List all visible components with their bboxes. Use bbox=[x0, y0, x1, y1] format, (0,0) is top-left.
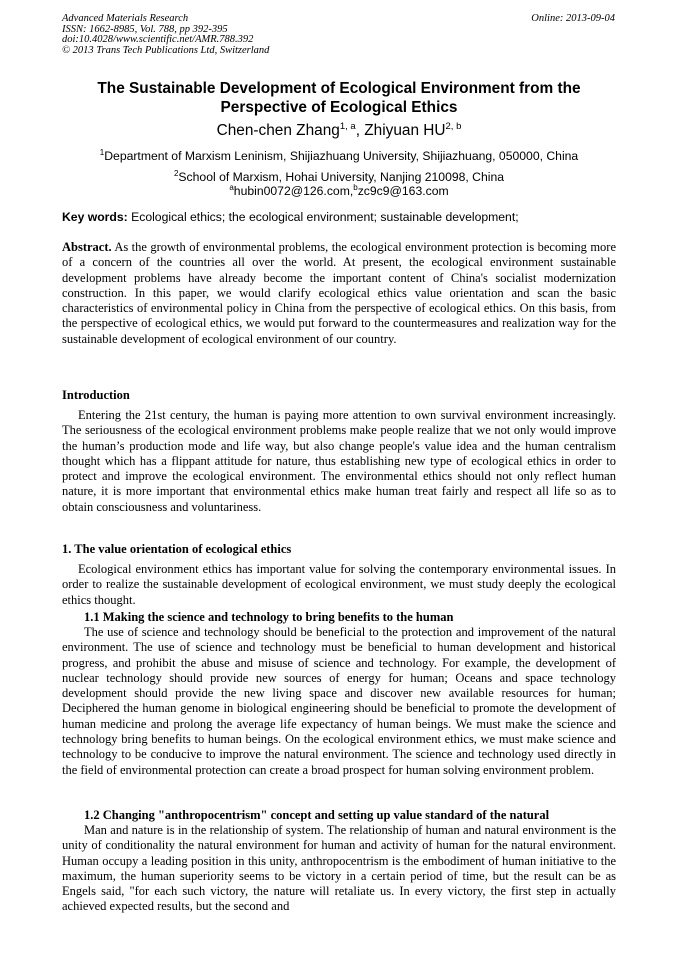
section-heading-1: 1. The value orientation of ecological ethics bbox=[62, 542, 292, 556]
online-date: Online: 2013-09-04 bbox=[531, 13, 615, 24]
paper-title bbox=[62, 80, 616, 117]
copyright-line: © 2013 Trans Tech Publications Ltd, Switzerland bbox=[62, 44, 270, 56]
email-superscript: b bbox=[353, 183, 358, 192]
author-emails bbox=[62, 184, 616, 198]
journal-name: Advanced Materials Research bbox=[62, 13, 189, 24]
introduction-paragraph: Entering the 21st century, the human is paying more attention to own survival environment increasingly. The seriousness of the ecological environment problems make people realize that we not only would improve the human’s production mode and life way, but also change people's value idea and the human centralism thought which has a flippant attitude for nature, thus establishing new type of ecological ethics in order to protect and improve the ecological environment. The environmental ethics should not only reflect human nature, it is more important that environmental ethics make human treat fairly and respect all life so as to obtain consciousness and voluntariness. bbox=[62, 408, 616, 514]
journal-header bbox=[62, 14, 269, 56]
affiliation-1 bbox=[62, 149, 616, 163]
email-link[interactable]: hubin0072@126.com, bbox=[233, 184, 354, 198]
email-superscript: a bbox=[229, 183, 234, 192]
subsection-heading-1-1: 1.1 Making the science and technology to bring benefits to the human bbox=[84, 610, 454, 624]
affiliation-text: Department of Marxism Leninism, Shijiazhuang University, Shijiazhuang, 050000, China bbox=[104, 149, 579, 163]
author-name: Zhiyuan HU bbox=[364, 122, 446, 139]
issn-line: ISSN: 1662-8985, Vol. 788, pp 392-395 bbox=[62, 23, 228, 35]
section-1-paragraph: Ecological environment ethics has important value for solving the contemporary environmental issues. In order to realize the sustainable development of ecological environment, we must study deeply the ecological ethics thought. bbox=[62, 562, 616, 607]
email-link[interactable]: zc9c9@163.com bbox=[357, 184, 449, 198]
keywords-label: Key words: bbox=[62, 210, 128, 224]
abstract-text: As the growth of environmental problems, the ecological environment protection is becoming more of a concern of the countries all over the world. At present, the ecological environment sustainable development problems have already become the important content of China's socialist modernization construction. In this paper, we would clarify ecological ethics value orientation and scan the basic characteristics of environmental policy in China from the perspective of ecological ethics. On this basis, from the perspective of ecological ethics, we would put forward to the countermeasures and realization way for the sustainable development of ecological environment of our country. bbox=[62, 240, 616, 346]
keywords-text: Ecological ethics; the ecological environment; sustainable development; bbox=[131, 210, 519, 224]
author-list bbox=[62, 122, 616, 140]
section-heading-introduction: Introduction bbox=[62, 388, 130, 402]
doi-line: doi:10.4028/www.scientific.net/AMR.788.392 bbox=[62, 34, 254, 46]
subsection-heading-1-2: 1.2 Changing "anthropocentrism" concept and setting up value standard of the natural bbox=[84, 808, 550, 822]
affiliation-superscript: 2 bbox=[173, 169, 179, 178]
author-superscript: 1, a bbox=[339, 121, 356, 132]
abstract-label: Abstract. bbox=[62, 240, 112, 254]
keywords bbox=[62, 210, 616, 224]
title-line-1: The Sustainable Development of Ecological Environment from the bbox=[97, 80, 581, 97]
subsection-1-2-paragraph: Man and nature is in the relationship of system. The relationship of human and natural environment is the unity of conditionality the natural environment for human and activity of human for the natural environment. Human occupy a leading position in this unity, anthropocentrism is the embodiment of human initiative to the maximum, the human superiority seems to be victory in a certain period of time, but the result can be as Engels said, "for each such victory, the nature will retaliate us. In every victory, the first step in actually achieved expected results, but the second and bbox=[62, 823, 616, 914]
author-separator: , bbox=[355, 122, 365, 139]
abstract bbox=[62, 240, 616, 347]
subsection-1-1-paragraph: The use of science and technology should be beneficial to the protection and improvement of the natural environment. The use of science and technology must be beneficial to human development and historical progress, and prohibit the abuse and misuse of science and technology. For example, the development of nuclear technology should provide new sources of energy for human; Oceans and space technology development should provide the new living space and discover new available resources for human; Deciphered the human genome in biological engineering should be beneficial to promote the development of human medicine and prolong the average life expectancy of human beings. We must make the science and technology bring benefits to human beings. On the ecological environment ethics, we must make science and technology to be conducive to improve the natural environment. The science and technology used directly in the field of environmental protection can create a broad prospect for human solving environment problem. bbox=[62, 625, 616, 777]
affiliation-superscript: 1 bbox=[99, 148, 105, 157]
affiliation-2 bbox=[62, 170, 616, 184]
title-line-2: Perspective of Ecological Ethics bbox=[220, 98, 458, 116]
author-name: Chen-chen Zhang bbox=[216, 122, 340, 139]
affiliation-text: School of Marxism, Hohai University, Nanjing 210098, China bbox=[178, 170, 505, 184]
author-superscript: 2, b bbox=[445, 121, 462, 132]
